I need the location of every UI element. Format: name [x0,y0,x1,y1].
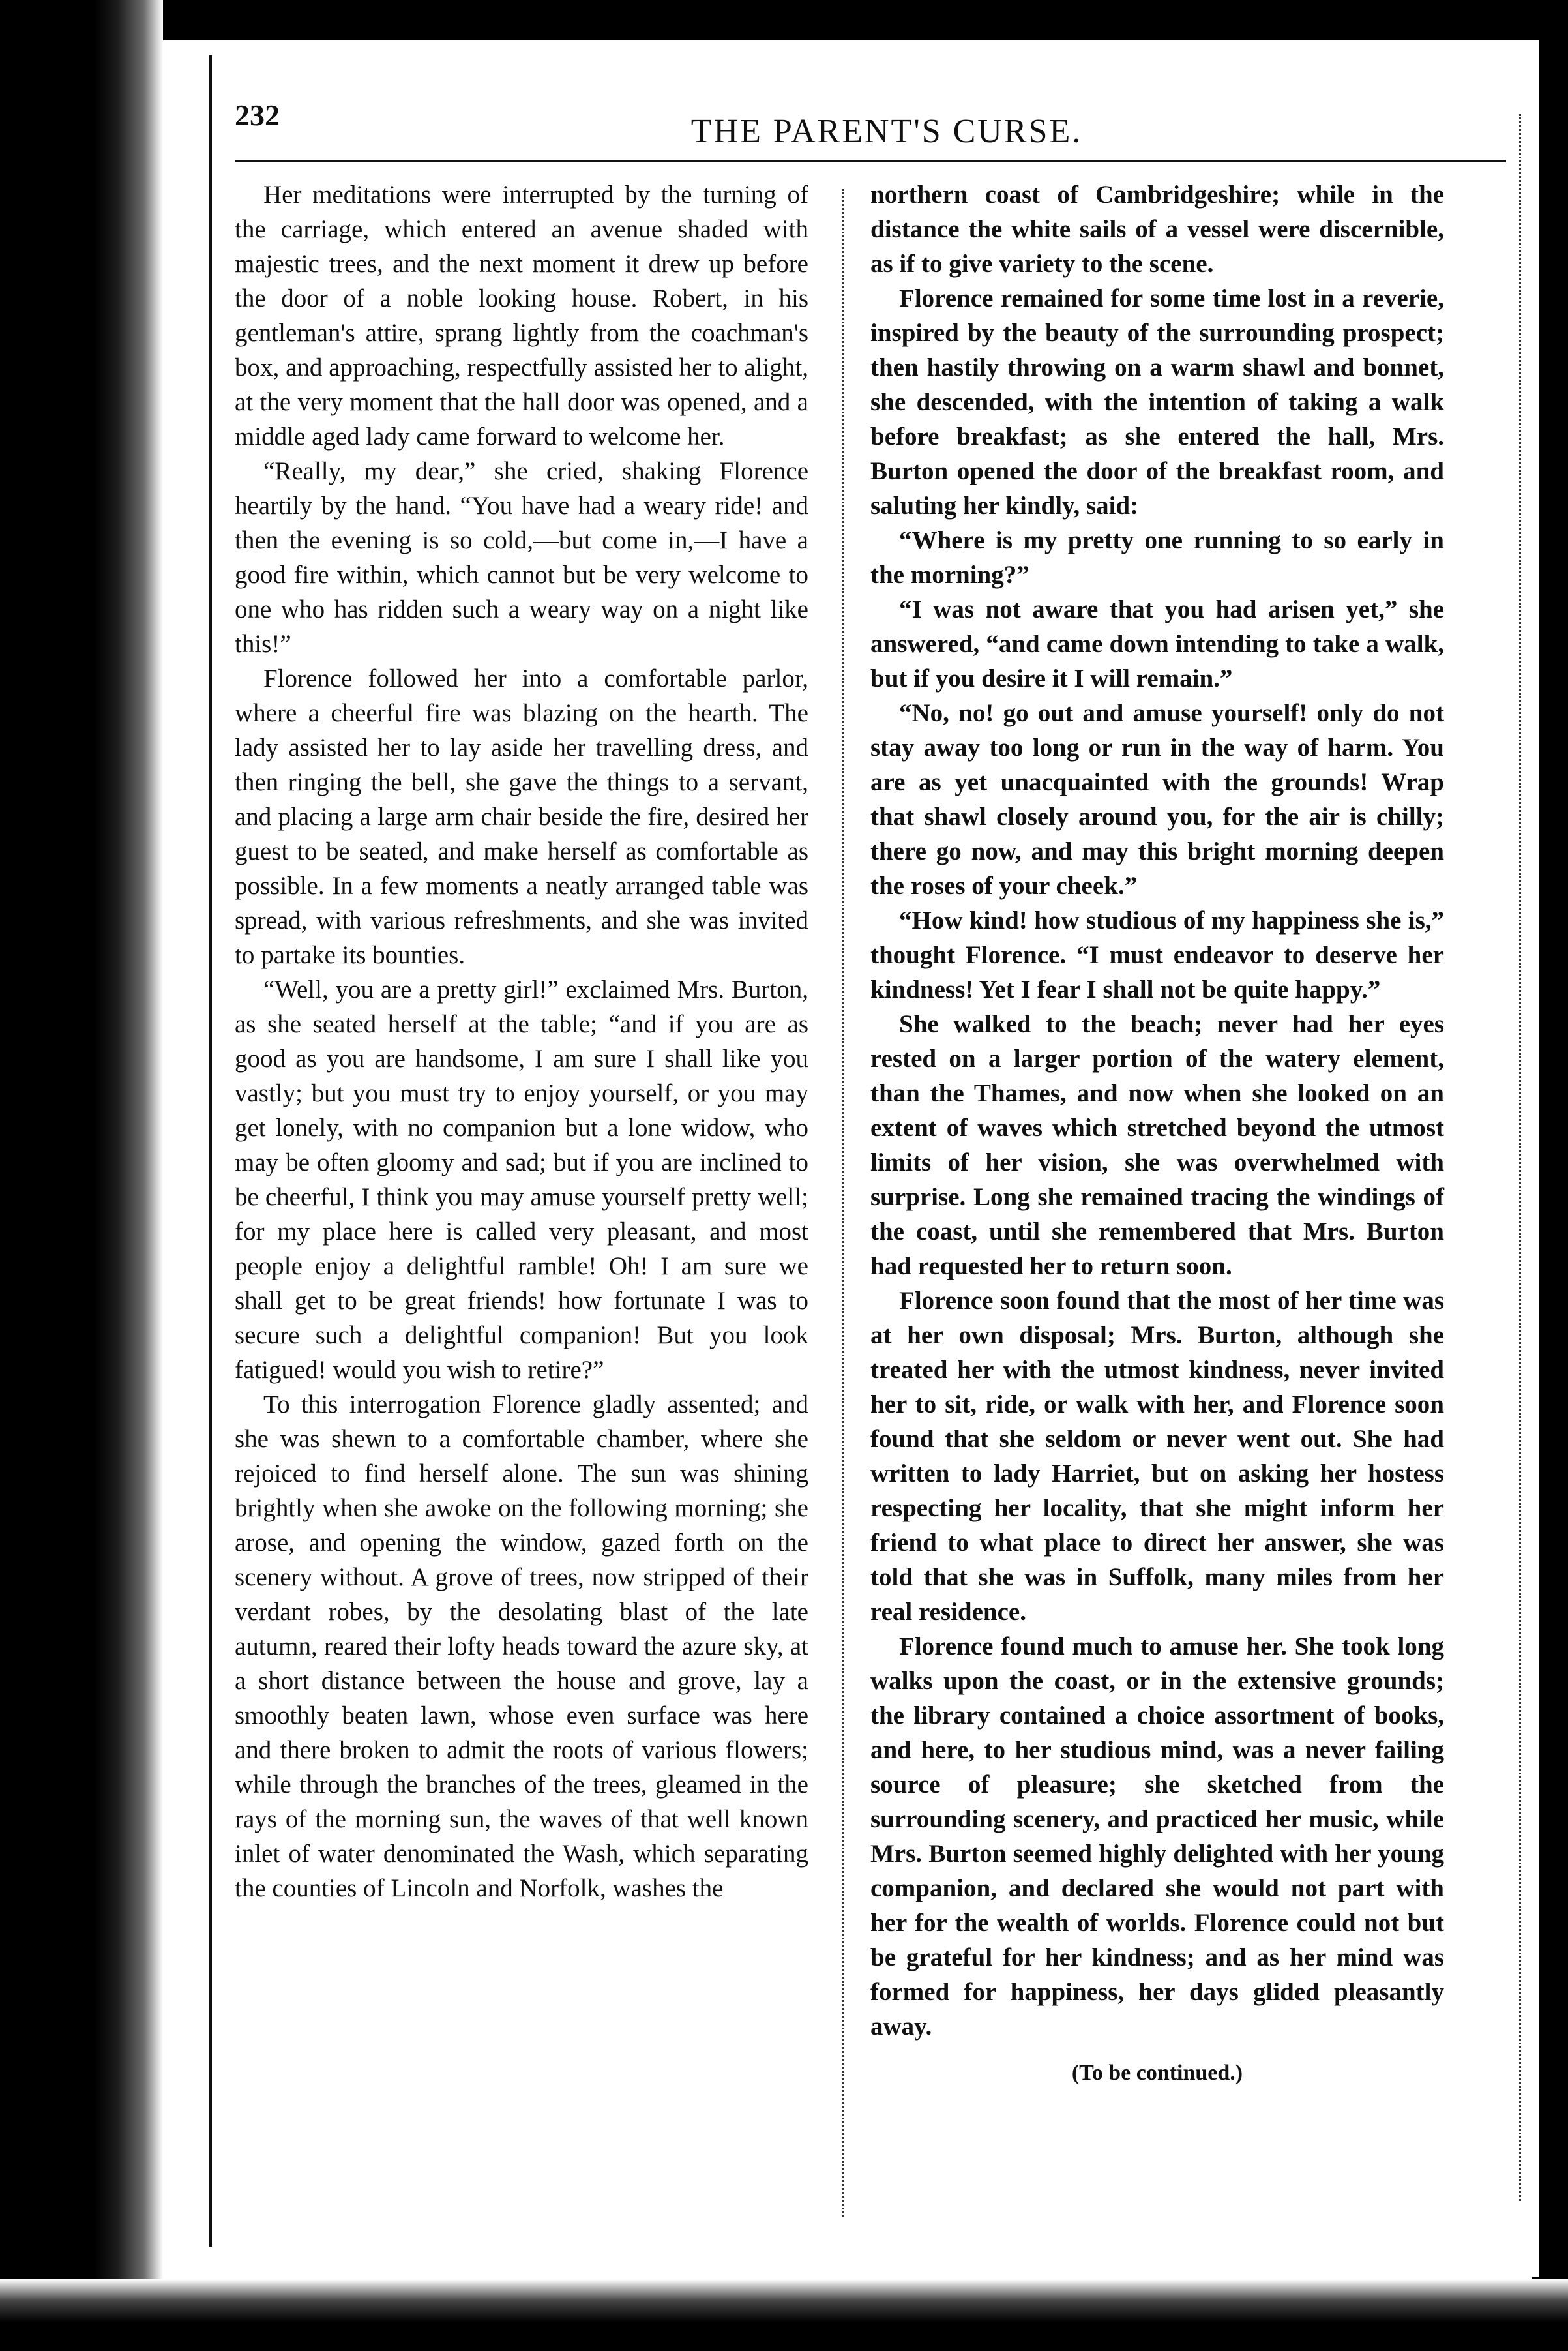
paragraph: To this interrogation Florence gladly assented; and she was shewn to a comfortable chamber, where she rejoiced to find herself alone. The sun was shining brightly when she awoke on the following morning; she arose, and opening the window, gazed forth on the scenery without. A grove of trees, now stripped of their verdant robes, by the desolating blast of the late autumn, reared their lofty heads toward the azure sky, at a short distance between the house and grove, lay a smoothly beaten lawn, whose even surface was here and there broken to admit the roots of various flowers; while through the branches of the trees, gleamed in the rays of the morning sun, the waves of that well known inlet of water denominated the Wash, which separating the counties of Lincoln and Norfolk, washes the [235,1390,808,1902]
paragraph: “Well, you are a pretty girl!” exclaimed Mrs. Burton, as she seated herself at the table; “and if you are as good as you are handsome, I am sure I shall like you vastly; but you must try to enjoy yourself, or you may get lonely, with no companion but a lone widow, who may be often gloomy and sad; but if you are inclined to be cheerful, I think you may amuse yourself pretty well; for my place here is called very pleasant, and most people enjoy a delightful ramble! Oh! I am sure we shall get to be great friends! how fortunate I was to secure such a delightful companion! But you look fatigued! would you wish to retire?” [235,976,808,1384]
continued-note: (To be continued.) [1071,2061,1243,2085]
paragraph: “Really, my dear,” she cried, shaking Florence heartily by the hand. “You have had a weary ride! and then the evening is so cold,—but come in,—I have a good fire within, which cannot but be very welcome to one who has ridden such a weary way on a night like this!” [235,457,808,658]
paragraph: She walked to the beach; never had her eyes rested on a larger portion of the watery element, than the Thames, and now when she looked on an extent of waves which stretched beyond the utmost limits of her vision, she was overwhelmed with surprise. Long she remained tracing the windings of the coast, until she remembered that Mrs. Burton had requested her to return soon. [870,1010,1444,1280]
paragraph: northern coast of Cambridgeshire; while in the distance the white sails of a vessel were discernible, as if to give variety to the scene. [870,181,1444,278]
scan-bottom-border [0,2279,1568,2351]
page-frame-right [1519,114,1521,2201]
left-column [235,177,808,1906]
paragraph: Florence remained for some time lost in a reverie, inspired by the beauty of the surrounding prospect; then hastily throwing on a warm shawl and bonnet, she descended, with the intention of taking a walk before breakfast; as she entered the hall, Mrs. Burton opened the door of the breakfast room, and saluting her kindly, said: [870,284,1444,520]
paragraph: “How kind! how studious of my happiness she is,” thought Florence. “I must endeavor to deserve her kindness! Yet I fear I shall not be quite happy.” [870,906,1444,1004]
paragraph: Florence followed her into a comfortable parlor, where a cheerful fire was blazing on the hearth. The lady assisted her to lay aside her travelling dress, and then ringing the bell, she gave the things to a servant, and placing a large arm chair beside the fire, desired her guest to be seated, and make herself as comfortable as possible. In a few moments a neatly arranged table was spread, with various refreshments, and she was invited to partake its bounties. [235,665,808,969]
header-rule [235,160,1506,162]
book-binding-shadow [0,0,163,2351]
page-frame-left [209,55,212,2247]
paragraph: “I was not aware that you had arisen yet,” she answered, “and came down intending to take a walk, but if you desire it I will remain.” [870,595,1444,693]
page-number: 232 [235,98,280,132]
paragraph: Florence found much to amuse her. She took long walks upon the coast, or in the extensive grounds; the library contained a choice assortment of books, and here, to her studious mind, was a never failing source of pleasure; she sketched from the surrounding scenery, and practiced her music, while Mrs. Burton seemed highly delighted with her young companion, and declared she would not part with her for the wealth of worlds. Florence could not but be grateful for her kindness; and as her mind was formed for happiness, her days glided pleasantly away. [870,1632,1444,2041]
scan-top-border [0,0,1568,40]
running-head: THE PARENT'S CURSE. [690,113,1083,150]
column-divider [842,189,844,2217]
paragraph: Her meditations were interrupted by the turning of the carriage, which entered an avenue shaded with majestic trees, and the next moment it drew up before the door of a noble looking house. Robert, in his gentleman's attire, sprang lightly from the coachman's box, and approaching, respectfully assisted her to alight, at the very moment that the hall door was opened, and a middle aged lady came forward to welcome her. [235,181,808,451]
paragraph: Florence soon found that the most of her time was at her own disposal; Mrs. Burton, although she treated her with the utmost kindness, never invited her to sit, ride, or walk with her, and Florence soon found that she seldom or never went out. She had written to lady Harriet, but on asking her hostess respecting her locality, that she might inform her friend to what place to direct her answer, she was told that she was in Suffolk, many miles from her real residence. [870,1287,1444,1626]
paragraph: “No, no! go out and amuse yourself! only do not stay away too long or run in the way of harm. You are as yet unacquainted with the grounds! Wrap that shawl closely around you, for the air is chilly; there go now, and may this bright morning deepen the roses of your cheek.” [870,699,1444,900]
right-column [870,177,1444,2090]
paragraph: “Where is my pretty one running to so early in the morning?” [870,526,1444,589]
